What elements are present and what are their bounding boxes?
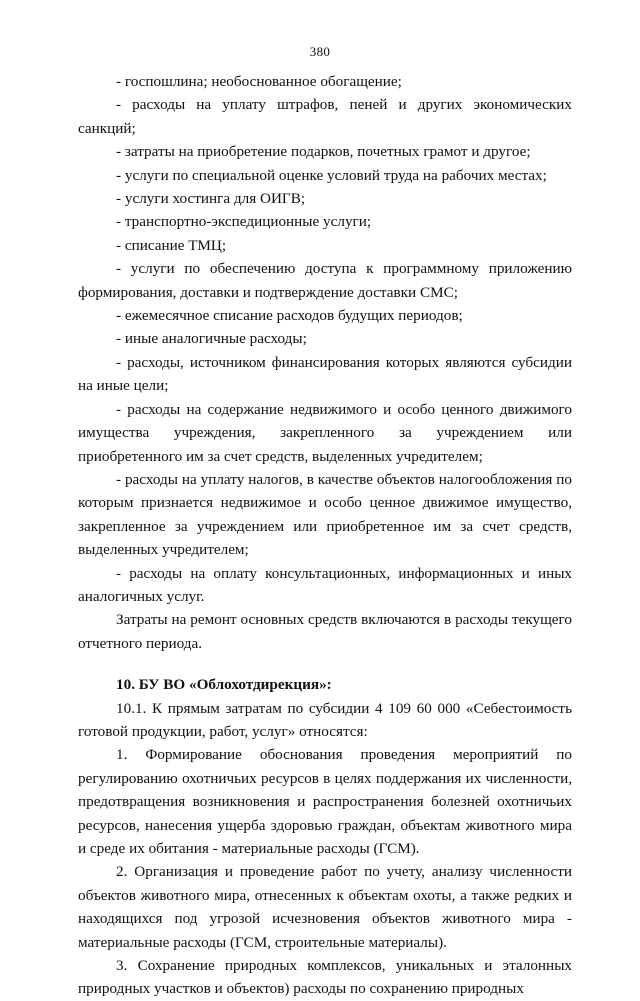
numbered-item: 3. Сохранение природных комплексов, уникальных и эталонных природных участков и объектов) расходы по сохранению природных bbox=[78, 957, 572, 998]
list-item: - расходы на содержание недвижимого и особо ценного движимого имущества учреждения, закрепленного за учреждением или приобретенного им за счет средств, выделенных учредителем; bbox=[78, 400, 572, 465]
list-item: - расходы на уплату штрафов, пеней и других экономических санкций; bbox=[78, 96, 572, 137]
list-item: - расходы на уплату налогов, в качестве объектов налогообложения по которым признается недвижимое и особо ценное движимое имущество, закрепленное за учреждением или приобретенное им за счет средств, выделенных учредителем; bbox=[78, 470, 572, 559]
section-intro: 10.1. К прямым затратам по субсидии 4 109 60 000 «Себестоимость готовой продукции, работ, услуг» относятся: bbox=[78, 699, 572, 740]
numbered-item: 2. Организация и проведение работ по учету, анализу численности объектов животного мира, отнесенных к объектам охоты, а также редких и находящихся под угрозой исчезновения объектов животного мира - материальные расходы (ГСМ, строительные материалы). bbox=[78, 863, 572, 951]
list-item: - услуги по специальной оценке условий труда на рабочих местах; bbox=[116, 166, 547, 184]
list-item: - ежемесячное списание расходов будущих периодов; bbox=[116, 307, 463, 325]
spacer bbox=[78, 655, 572, 673]
page-number: 380 bbox=[309, 44, 331, 59]
section-heading: 10. БУ ВО «Облохотдирекция»: bbox=[116, 676, 332, 694]
document-body bbox=[78, 70, 572, 1001]
repair-note: Затраты на ремонт основных средств включаются в расходы текущего отчетного периода. bbox=[78, 611, 572, 652]
list-item: - списание ТМЦ; bbox=[116, 236, 227, 254]
list-item: - иные аналогичные расходы; bbox=[116, 330, 307, 348]
list-item: - расходы на оплату консультационных, информационных и иных аналогичных услуг. bbox=[78, 564, 572, 605]
list-item: - услуги по обеспечению доступа к программному приложению формирования, доставки и подтверждение доставки СМС; bbox=[78, 260, 572, 301]
list-item: - услуги хостинга для ОИГВ; bbox=[116, 190, 306, 208]
list-item: - расходы, источником финансирования которых являются субсидии на иные цели; bbox=[78, 353, 572, 395]
list-item: - затраты на приобретение подарков, почетных грамот и другое; bbox=[116, 143, 531, 161]
numbered-item: 1. Формирование обоснования проведения мероприятий по регулированию охотничьих ресурсов в целях поддержания их численности, предотвращения возникновения и распространения болезней охотничьих ресурсов, нанесения ущерба здоровью граждан, объектам животного мира и среде их обитания - материальные расходы (ГСМ). bbox=[78, 746, 572, 857]
list-item: - госпошлина; необоснованное обогащение; bbox=[116, 73, 402, 90]
list-item: - транспортно-экспедиционные услуги; bbox=[116, 213, 372, 231]
